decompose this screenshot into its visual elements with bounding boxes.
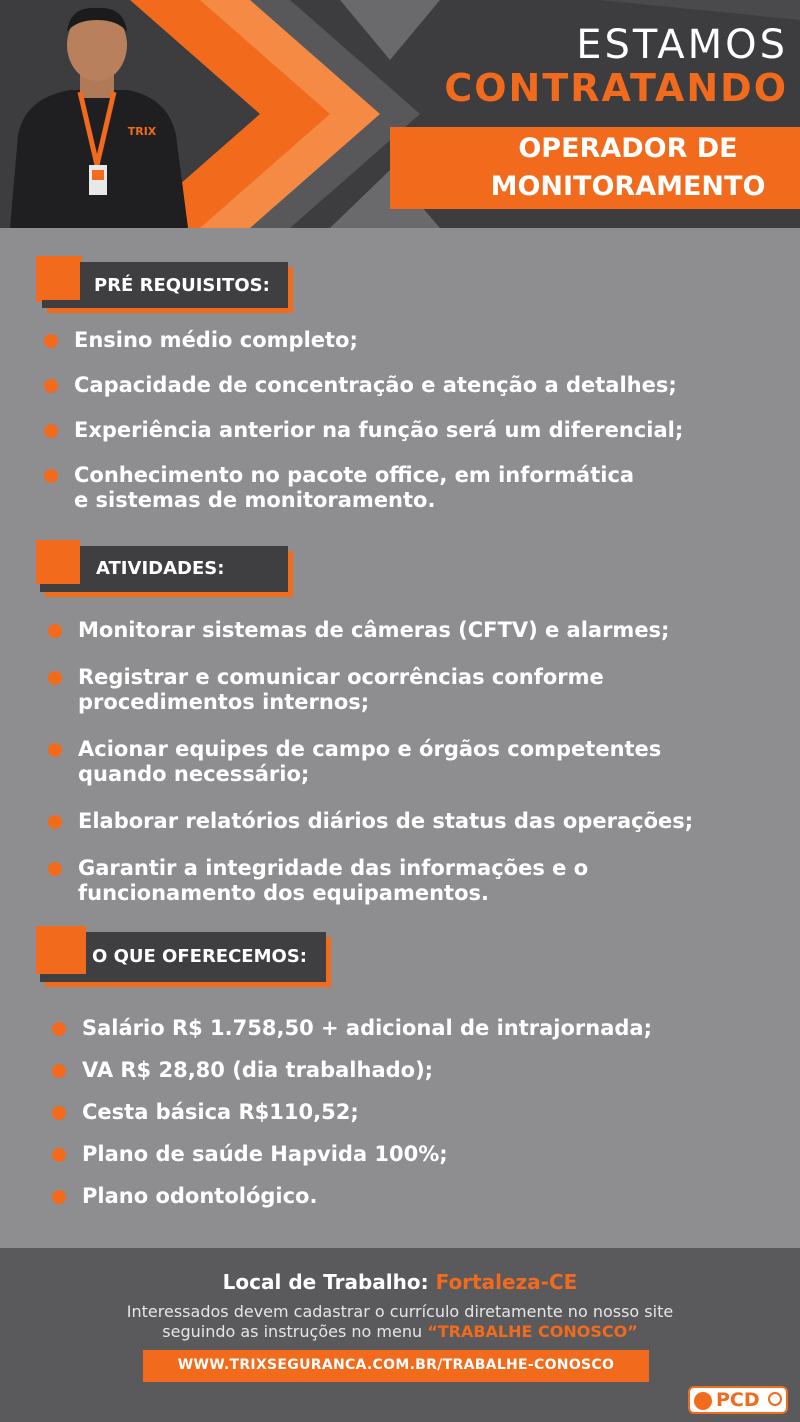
list-item-text: Conhecimento no pacote office, em informática e sistemas de monitoramento.	[74, 463, 635, 512]
location-label: Local de Trabalho:	[222, 1270, 429, 1294]
bullet-dot-icon	[52, 1148, 66, 1162]
list-item-text: Registrar e comunicar ocorrências conforme procedimentos internos;	[78, 665, 604, 714]
list-item	[52, 1100, 772, 1125]
bullet-dot-icon	[48, 862, 62, 876]
list-item-text: Plano de saúde Hapvida 100%;	[82, 1142, 448, 1166]
list-item-text: Monitorar sistemas de câmeras (CFTV) e alarmes;	[78, 618, 670, 642]
menu-name: “TRABALHE CONOSCO”	[427, 1322, 638, 1341]
bullet-dot-icon	[48, 624, 62, 638]
list-item-text: Garantir a integridade das informações e o funcionamento dos equipamentos.	[78, 856, 589, 905]
role-title-line2: MONITORAMENTO	[490, 171, 766, 202]
check-icon	[768, 1392, 782, 1406]
headline-contratando: CONTRATANDO	[444, 66, 788, 110]
list-item	[44, 373, 764, 398]
section-title: ATIVIDADES:	[96, 558, 225, 579]
list-item-text: Experiência anterior na função será um diferencial;	[74, 418, 684, 442]
list-item	[52, 1058, 772, 1083]
footer	[0, 1248, 800, 1422]
section-title: O QUE OFERECEMOS:	[92, 946, 307, 967]
list-item-text: Cesta básica R$110,52;	[82, 1100, 359, 1124]
application-instructions	[0, 1302, 800, 1342]
list-item	[48, 618, 768, 643]
careers-link[interactable]: WWW.TRIXSEGURANCA.COM.BR/TRABALHE-CONOSCO	[177, 1357, 615, 1373]
hero-banner	[0, 0, 800, 228]
list-item	[44, 463, 764, 513]
role-title	[478, 130, 778, 206]
bullet-dot-icon	[48, 671, 62, 685]
list-item	[48, 856, 768, 906]
bullet-dot-icon	[52, 1106, 66, 1120]
instructions-line2-prefix: seguindo as instruções no menu	[162, 1322, 423, 1341]
list-item-text: Plano odontológico.	[82, 1184, 318, 1208]
section-title: PRÉ REQUISITOS:	[94, 275, 270, 296]
bullet-dot-icon	[48, 743, 62, 757]
list-item	[52, 1142, 772, 1167]
trix-logo-badge: TRIX	[127, 125, 157, 138]
location-city: Fortaleza-CE	[435, 1270, 578, 1294]
accent-square	[36, 256, 80, 300]
bullet-dot-icon	[44, 379, 58, 393]
instructions-line1: Interessados devem cadastrar o currículo diretamente no nosso site	[126, 1302, 674, 1321]
role-title-line1: OPERADOR DE	[518, 133, 738, 164]
bullet-dot-icon	[52, 1064, 66, 1078]
employee-photo	[0, 0, 200, 228]
atividades-list	[48, 618, 768, 906]
list-item	[48, 737, 768, 787]
bullet-dot-icon	[44, 469, 58, 483]
section-header-requisitos	[36, 256, 296, 316]
list-item-text: Acionar equipes de campo e órgãos competentes quando necessário;	[78, 737, 662, 786]
list-item	[44, 418, 764, 443]
bullet-dot-icon	[44, 424, 58, 438]
bullet-dot-icon	[52, 1190, 66, 1204]
list-item-text: Ensino médio completo;	[74, 328, 358, 352]
bullet-dot-icon	[48, 815, 62, 829]
list-item	[52, 1184, 772, 1209]
pcd-label: PCD	[716, 1389, 760, 1411]
list-item-text: VA R$ 28,80 (dia trabalhado);	[82, 1058, 434, 1082]
section-header-oferecemos	[36, 926, 336, 992]
list-item-text: Capacidade de concentração e atenção a detalhes;	[74, 373, 677, 397]
oferecemos-list	[52, 1016, 772, 1209]
list-item	[48, 665, 768, 715]
list-item	[44, 328, 764, 353]
list-item	[52, 1016, 772, 1041]
requisitos-list	[44, 328, 764, 513]
work-location	[0, 1270, 800, 1294]
instructions-line2	[0, 1322, 800, 1342]
list-item-text: Salário R$ 1.758,50 + adicional de intrajornada;	[82, 1016, 653, 1040]
bullet-dot-icon	[52, 1022, 66, 1036]
pcd-badge	[688, 1386, 788, 1414]
list-item	[48, 809, 768, 834]
accessibility-icon	[694, 1392, 712, 1410]
list-item-text: Elaborar relatórios diários de status das operações;	[78, 809, 694, 833]
headline-estamos: ESTAMOS	[576, 22, 788, 68]
accent-square	[36, 540, 80, 584]
accent-square	[36, 926, 86, 974]
section-header-atividades	[36, 540, 296, 602]
bullet-dot-icon	[44, 334, 58, 348]
